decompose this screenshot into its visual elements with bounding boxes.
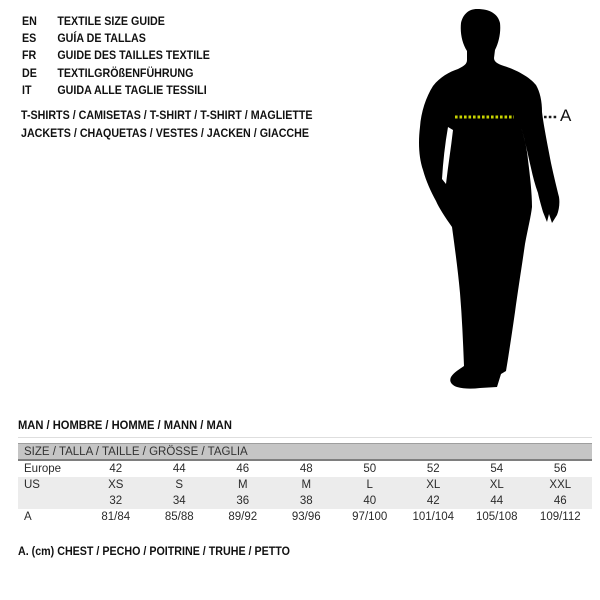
language-code: IT	[22, 84, 32, 97]
table-row-us-numeric	[18, 493, 592, 509]
size-cell: 81/84	[101, 511, 131, 523]
measure-label-a: A	[560, 106, 572, 125]
size-cell: 46	[236, 463, 250, 475]
category-list	[21, 107, 313, 143]
language-code: FR	[22, 50, 37, 63]
size-cell: M	[275, 477, 339, 493]
size-cell: 32	[84, 493, 148, 509]
size-cell: 44	[465, 493, 529, 509]
row-label: Europe	[24, 463, 62, 475]
man-silhouette-shape	[419, 9, 559, 389]
size-cell: S	[148, 477, 212, 493]
size-cell: 34	[148, 493, 212, 509]
language-label: TEXTILGRÖßENFÜHRUNG	[57, 67, 194, 80]
size-cell: XL	[402, 477, 466, 493]
size-cell: 109/112	[539, 511, 581, 523]
language-row-it	[22, 83, 210, 100]
size-cell: 42	[402, 493, 466, 509]
size-cell: 38	[275, 493, 339, 509]
size-cell: 50	[363, 463, 377, 475]
size-cell: 89/92	[228, 511, 258, 523]
size-cell: XL	[465, 477, 529, 493]
category-line-tshirts: T-SHIRTS / CAMISETAS / T-SHIRT / T-SHIRT / MAGLIETTE	[21, 110, 313, 122]
size-table-header: SIZE / TALLA / TAILLE / GRÖSSE / TAGLIA	[18, 444, 592, 461]
size-cell: XS	[84, 477, 148, 493]
language-code: ES	[22, 33, 37, 46]
size-table	[18, 443, 592, 525]
language-label: GUÍA DE TALLAS	[57, 33, 146, 46]
table-row-europe	[18, 460, 592, 477]
size-cell: 52	[426, 463, 440, 475]
language-label: TEXTILE SIZE GUIDE	[57, 16, 165, 28]
row-label	[18, 493, 84, 509]
size-table-header-row	[18, 444, 592, 461]
size-cell: 56	[553, 463, 567, 475]
language-code: EN	[22, 16, 37, 28]
table-top-divider	[18, 437, 592, 438]
size-cell: 93/96	[291, 511, 321, 523]
size-cell: 85/88	[164, 511, 194, 523]
size-cell: 42	[109, 463, 123, 475]
size-cell: 44	[172, 463, 186, 475]
size-cell: 46	[529, 493, 593, 509]
size-cell: L	[338, 477, 402, 493]
language-row-es	[22, 31, 210, 48]
size-cell: 36	[211, 493, 275, 509]
measurement-footnote: A. (cm) CHEST / PECHO / POITRINE / TRUHE / PETTO	[18, 546, 290, 558]
section-title-man: MAN / HOMBRE / HOMME / MANN / MAN	[18, 418, 232, 432]
size-cell: XXL	[529, 477, 593, 493]
size-cell: 105/108	[475, 511, 518, 523]
size-cell: 40	[338, 493, 402, 509]
table-row-us	[18, 477, 592, 493]
language-label: GUIDE DES TAILLES TEXTILE	[57, 50, 210, 63]
table-row-chest-a	[18, 509, 592, 525]
size-cell: 48	[299, 463, 313, 475]
language-code: DE	[22, 67, 37, 80]
language-list	[22, 14, 210, 100]
size-cell: 97/100	[352, 511, 388, 523]
language-label: GUIDA ALLE TAGLIE TESSILI	[57, 84, 207, 97]
category-line-jackets: JACKETS / CHAQUETAS / VESTES / JACKEN / GIACCHE	[21, 128, 310, 140]
row-label: US	[18, 477, 84, 493]
language-row-de	[22, 66, 210, 83]
row-label: A	[24, 511, 32, 523]
language-row-fr	[22, 48, 210, 65]
size-cell: 101/104	[412, 511, 455, 523]
size-cell: M	[211, 477, 275, 493]
language-row-en	[22, 14, 210, 31]
size-cell: 54	[490, 463, 504, 475]
